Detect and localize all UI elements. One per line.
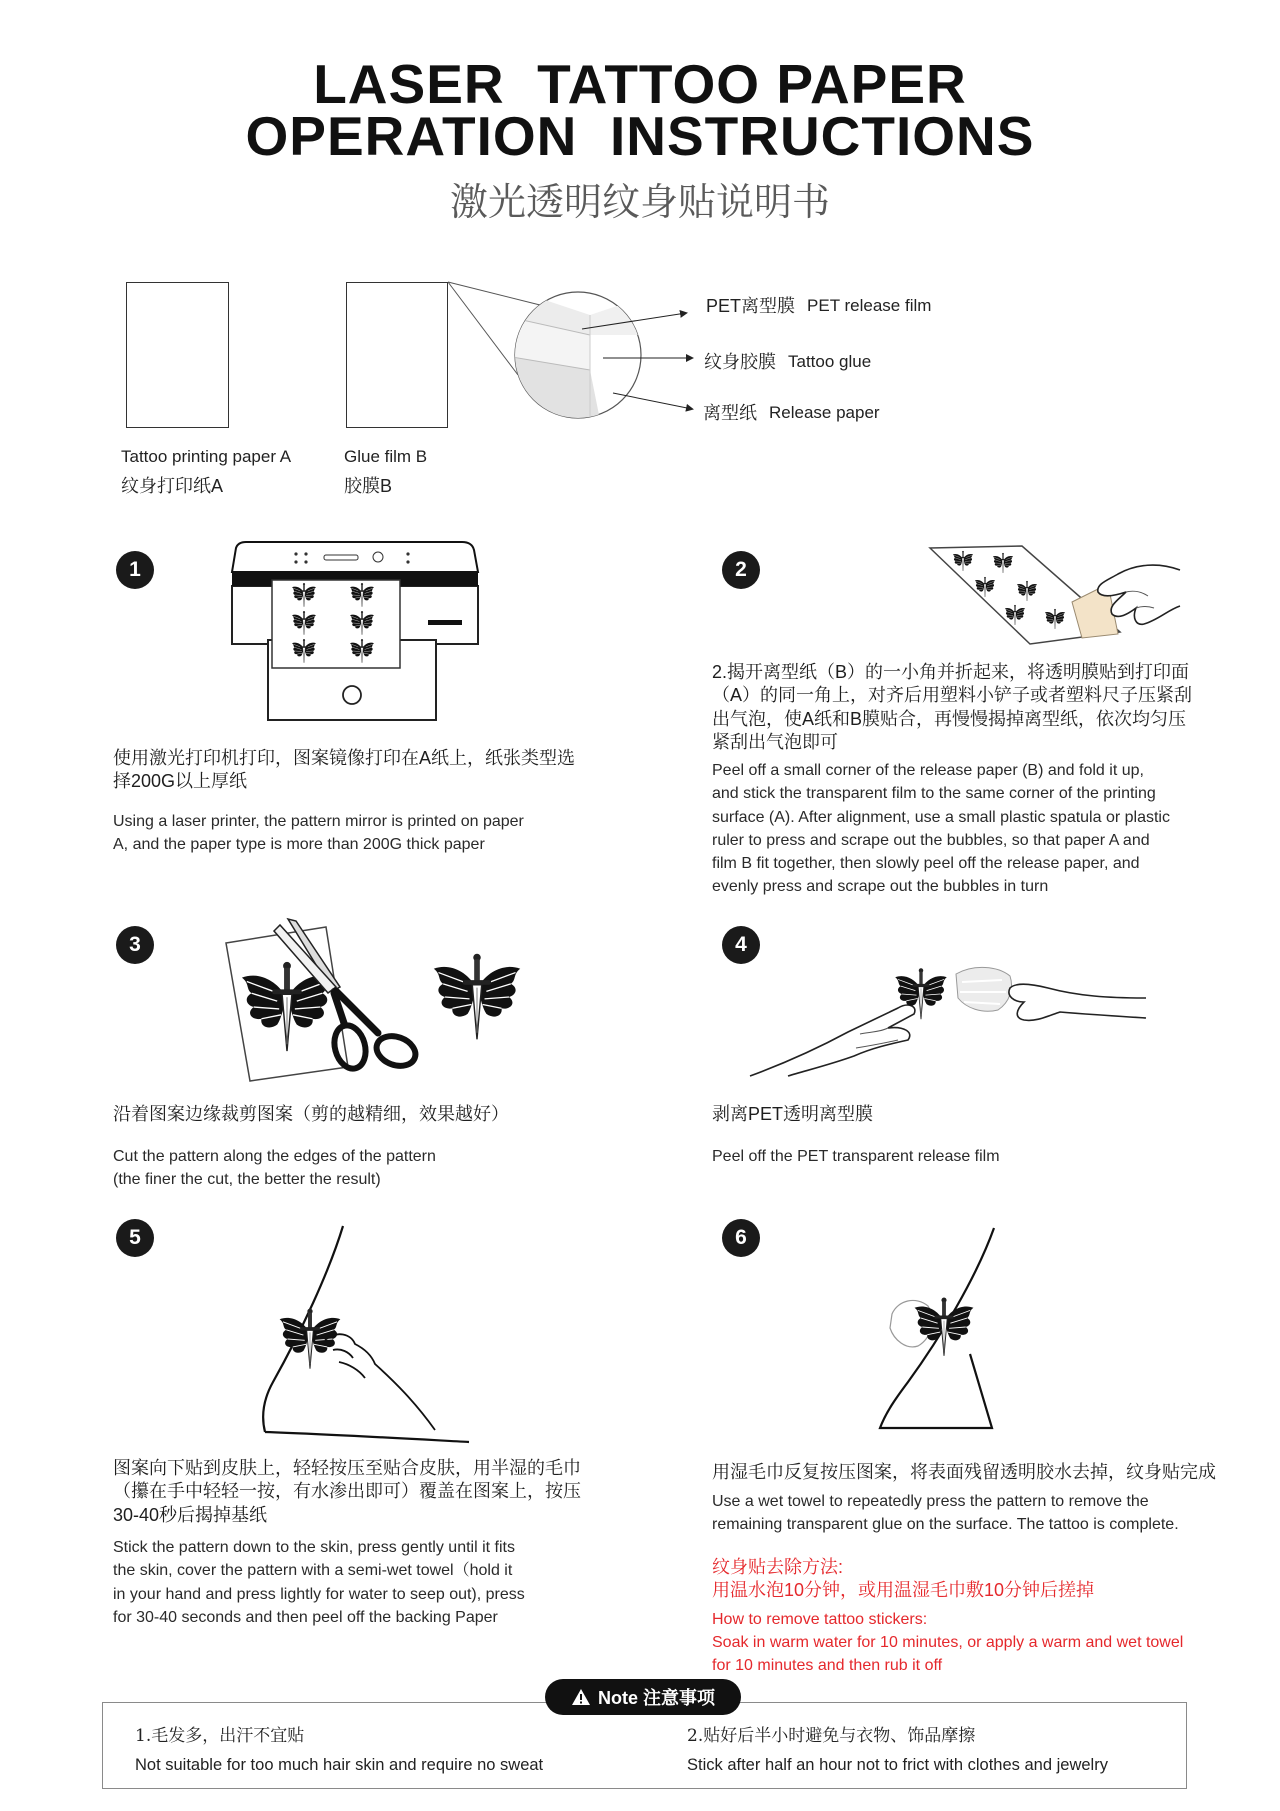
removal-title-cn: 纹身贴去除方法:	[712, 1557, 844, 1577]
layer-cn: PET离型膜	[706, 296, 796, 316]
layer-label-glue	[704, 350, 871, 374]
layer-label-release	[703, 401, 880, 425]
printer-slot	[428, 620, 462, 625]
layer-cn: 离型纸	[703, 403, 757, 423]
step-4-text-en: Peel off the PET transparent release film	[712, 1148, 1000, 1165]
layer-cn: 纹身胶膜	[704, 352, 776, 372]
pressing-hand	[325, 1334, 435, 1430]
printer-button	[343, 686, 361, 704]
layer-label-pet	[706, 294, 931, 318]
step-6-text-cn: 用湿毛巾反复按压图案，将表面残留透明胶水去掉，纹身贴完成	[712, 1462, 1216, 1482]
step-4-badge: 4	[722, 926, 760, 964]
cut-tattoo	[434, 954, 520, 1040]
step-2-text-en: Peel off a small corner of the release paper (B) and fold it up, and stick the transparent film to the same corner of the printing surface (A). After alignment, use a small plastic spatula or plastic ruler to press and scrape out the bubbles, so that paper A and film B fit together, then slowly peel off the release paper, and evenly press and scrape out the bubbles in turn	[712, 762, 1170, 896]
step-6-badge: 6	[722, 1219, 760, 1257]
step-2-text-cn: 2.揭开离型纸（B）的一小角并折起来，将透明膜贴到打印面 （A）的同一角上，对齐后用塑料小铲子或者塑料尺子压紧刮 出气泡，使A纸和B膜贴合，再慢慢揭掉离型纸，依次均匀压 紧刮出气泡即可	[712, 662, 1193, 752]
removal-text-cn: 用温水泡10分钟，或用温湿毛巾敷10分钟后搓掉	[712, 1580, 1095, 1600]
note-item-1-en: Not suitable for too much hair skin and require no sweat	[135, 1756, 544, 1774]
step-4-text-cn: 剥离PET透明离型膜	[712, 1104, 874, 1124]
note-label-pill	[545, 1679, 741, 1715]
layer-en: Release paper	[769, 403, 880, 422]
note-label: Note 注意事项	[598, 1688, 715, 1708]
step-5-text-cn: 图案向下贴到皮肤上，轻轻按压至贴合皮肤，用半湿的毛巾 （攥在手中轻轻一按，有水渗出即可）覆盖在图案上，按压 30-40秒后揭掉基纸	[113, 1458, 581, 1525]
right-hand	[1009, 984, 1146, 1020]
removal-text-en: Soak in warm water for 10 minutes, or apply a warm and wet towel for 10 minutes and then rub it off	[712, 1634, 1184, 1675]
step-5-badge: 5	[116, 1219, 154, 1257]
printer-lid	[232, 542, 478, 572]
film-b-caption-en: Glue film B	[344, 447, 428, 466]
note-item-2-en: Stick after half an hour not to frict with clothes and jewelry	[687, 1756, 1108, 1774]
title-line-1: LASER TATTOO PAPER	[313, 53, 967, 115]
step-2-badge: 2	[722, 551, 760, 589]
applied-tattoo	[280, 1309, 341, 1369]
apply-illustration	[255, 1222, 505, 1447]
step-6-text-en: Use a wet towel to repeatedly press the pattern to remove the remaining transparent glue on the surface. The tattoo is complete.	[712, 1493, 1179, 1534]
title-line-2: OPERATION INSTRUCTIONS	[245, 105, 1035, 167]
printer	[232, 542, 478, 720]
step-1-text-cn: 使用激光打印机打印，图案镜像打印在A纸上，纸张类型选 择200G以上厚纸	[113, 748, 576, 792]
layer-en: PET release film	[807, 296, 932, 315]
film-b-sheet	[346, 282, 448, 428]
note-box	[102, 1702, 1187, 1789]
removal-title-en: How to remove tattoo stickers:	[712, 1611, 928, 1628]
paper-a-caption-en: Tattoo printing paper A	[121, 447, 292, 466]
step-1-text-en: Using a laser printer, the pattern mirror is printed on paper A, and the paper type is more than 200G thick paper	[113, 813, 524, 854]
zoom-lens	[500, 285, 650, 445]
step-3-text-cn: 沿着图案边缘裁剪图案（剪的越精细，效果越好）	[113, 1104, 509, 1124]
paper-a-sheet	[126, 282, 229, 428]
step-3-badge: 3	[116, 926, 154, 964]
printed-sheet	[272, 580, 400, 668]
film-b-caption-cn: 胶膜B	[344, 476, 393, 496]
layer-diagram	[440, 275, 710, 435]
step-5-text-en: Stick the pattern down to the skin, press gently until it fits the skin, cover the pattern with a semi-wet towel（hold it in your hand and press lightly for water to seep out), press for 30-40 seconds and then peel off the backing Paper	[113, 1539, 525, 1626]
step-1-badge: 1	[116, 551, 154, 589]
step-3-text-en: Cut the pattern along the edges of the pattern (the finer the cut, the better the result)	[113, 1148, 436, 1189]
forearm-line	[265, 1432, 469, 1442]
warning-icon	[571, 1688, 591, 1706]
printer-illustration	[228, 540, 488, 725]
finished-illustration	[872, 1222, 1037, 1437]
cutting-illustration	[218, 915, 538, 1085]
subtitle-chinese: 激光透明纹身贴说明书	[449, 182, 830, 224]
layer-en: Tattoo glue	[788, 352, 872, 371]
left-hand	[750, 1005, 915, 1076]
peel-corner-illustration	[922, 540, 1182, 660]
note-item-2-cn: 2.贴好后半小时避免与衣物、饰品摩擦	[687, 1726, 976, 1746]
paper-a-caption-cn: 纹身打印纸A	[121, 476, 224, 496]
pet-film-piece	[956, 967, 1012, 1011]
peel-film-illustration	[748, 952, 1148, 1082]
note-item-1-cn: 1.毛发多，出汗不宜贴	[135, 1726, 305, 1746]
